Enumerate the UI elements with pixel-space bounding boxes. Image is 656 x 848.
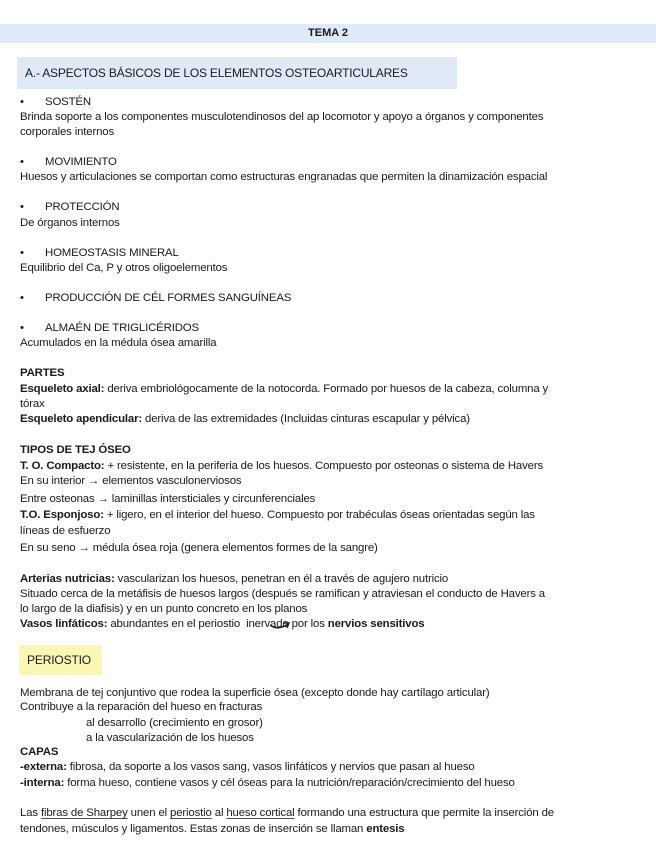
axial-line: Esqueleto axial: deriva embriológocamente de la notocorda. Formado por huesos de la cabeza, columna y [20,383,549,395]
function-item-text: Brinda soporte a los componentes musculotendinosos del ap locomotor y apoyo a órganos y componentes [20,111,544,123]
capas-heading: CAPAS [20,746,59,758]
function-item-text: De órganos internos [20,217,120,229]
compacto-osteonas: Entre osteonas → laminillas intersticiales y circunferenciales [20,493,316,505]
arterias-line-2: Situado cerca de la metáfisis de huesos largos (después se ramifican y atraviesan el conducto de Havers a [20,588,545,600]
capa-externa: -externa: fibrosa, da soporte a los vasos sang, vasos linfáticos y nervios que pasan al hueso [20,761,475,773]
bullet-icon: • [20,292,24,304]
esponjoso-line: T.O. Esponjoso: + ligero, en el interior del hueso. Compuesto por trabéculas óseas orientadas según las [20,509,535,521]
curved-arrow-icon [268,619,292,633]
arterias-line-3: lo largo de la diafisis) y en un punto concreto en los planos [20,603,308,615]
axial-line-cont: tórax [20,398,45,410]
function-item-title: • MOVIMIENTO [20,156,117,168]
linfaticos-line: Vasos linfáticos: abundantes en el periostio inervado por los nervios sensitivos [20,618,425,630]
bullet-icon: • [20,322,24,334]
function-item-text: Acumulados en la médula ósea amarilla [20,337,217,349]
compacto-interior: En su interior → elementos vasculonerviosos [20,475,242,487]
periostio-desarrollo: al desarrollo (crecimiento en grosor) [86,717,263,729]
capa-interna: -interna: forma hueso, contiene vasos y cél óseas para la nutrición/reparación/crecimiento del hueso [20,777,515,789]
periostio-title: PERIOSTIO [19,645,102,675]
function-item-title: • PROTECCIÓN [20,201,120,213]
partes-heading: PARTES [20,367,65,379]
function-item-text: corporales internos [20,126,115,138]
bullet-icon: • [20,247,24,259]
bullet-icon: • [20,96,24,108]
apendicular-line: Esqueleto apendicular: deriva de las extremidades (Incluidas cinturas escapular y pélvica) [20,413,470,425]
periostio-contribuye: Contribuye a la reparación del hueso en fracturas [20,701,263,713]
sharpey-line: Las fibras de Sharpey unen el periostio al hueso cortical formando una estructura que permite la inserción de [20,807,554,819]
esponjoso-line-cont: líneas de esfuerzo [20,525,111,537]
function-item-title: • HOMEOSTASIS MINERAL [20,247,179,259]
function-item-text: Equilibrio del Ca, P y otros oligoelementos [20,262,228,274]
bullet-icon: • [20,156,24,168]
periostio-vascularizacion: a la vascularización de los huesos [86,732,254,744]
periostio-definition: Membrana de tej conjuntivo que rodea la superficie ósea (excepto donde hay cartílago articular) [20,687,490,699]
section-title: A.- ASPECTOS BÁSICOS DE LOS ELEMENTOS OSTEOARTICULARES [17,57,457,89]
arterias-line: Arterias nutricias: vascularizan los huesos, penetran en él a través de agujero nutricio [20,573,449,585]
esponjoso-seno: En su seno → médula ósea roja (genera elementos formes de la sangre) [20,542,378,554]
function-item-title: • SOSTÉN [20,96,91,108]
function-item-text: Huesos y articulaciones se comportan como estructuras engranadas que permiten la dinamización espacial [20,171,548,183]
sharpey-line-2: tendones, músculos y ligamentos. Estas zonas de inserción se llaman entesis [20,823,405,835]
topic-header: TEMA 2 [0,24,656,43]
tejido-heading: TIPOS DE TEJ ÓSEO [20,444,131,456]
function-item-title: • ALMAÉN DE TRIGLICÉRIDOS [20,322,199,334]
compacto-line: T. O. Compacto: + resistente, en la periferia de los huesos. Compuesto por osteonas o sistema de Havers [20,460,544,472]
function-item-title: • PRODUCCIÓN DE CÉL FORMES SANGUÍNEAS [20,292,292,304]
bullet-icon: • [20,201,24,213]
